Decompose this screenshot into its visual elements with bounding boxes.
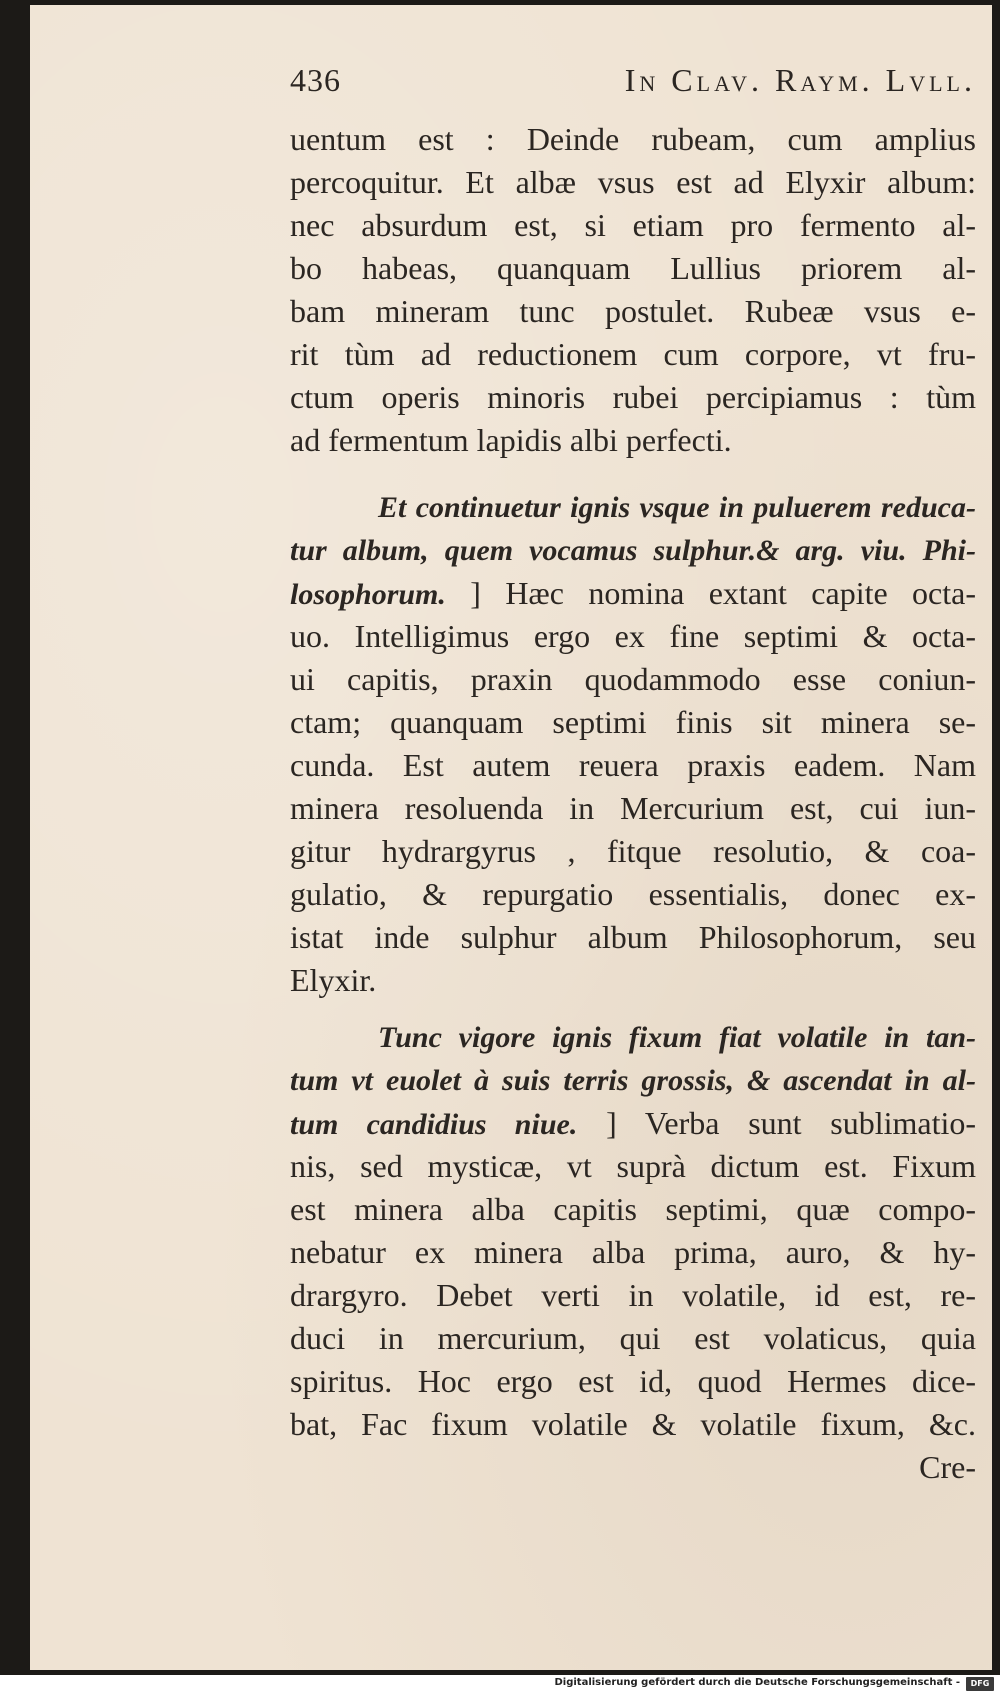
text-line: bat, Fac fixum volatile & volatile fixum, &c. bbox=[290, 1406, 976, 1442]
text-line: percoquitur. Et albæ vsus est ad Elyxir album: bbox=[290, 164, 976, 200]
text-block bbox=[290, 62, 976, 1489]
text-line: cunda. Est autem reuera praxis eadem. Nam bbox=[290, 747, 976, 783]
text-line: drargyro. Debet verti in volatile, id est, re- bbox=[290, 1277, 976, 1313]
text-line: nebatur ex minera alba prima, auro, & hy- bbox=[290, 1234, 976, 1270]
digitization-credit: Digitalisierung gefördert durch die Deutsche Forschungsgemeinschaft - bbox=[554, 1677, 960, 1688]
lemma-line: tum vt euolet à suis terris grossis, & ascendat in al- bbox=[290, 1064, 976, 1097]
paragraph-1 bbox=[290, 118, 976, 462]
catchword: Cre- bbox=[919, 1449, 976, 1485]
text-line: ad fermentum lapidis albi perfecti. bbox=[290, 422, 732, 458]
dfg-logo: DFG bbox=[966, 1677, 994, 1691]
lemma-line: tur album, quem vocamus sulphur.& arg. viu. Phi- bbox=[290, 534, 976, 567]
text-line: ui capitis, praxin quodammodo esse coniun- bbox=[290, 661, 976, 697]
running-head-title: In Clav. Raym. Lvll. bbox=[624, 62, 976, 98]
text-line: ctum operis minoris rubei percipiamus : tùm bbox=[290, 379, 976, 415]
lemma-line: Et continuetur ignis vsque in puluerem reduca- bbox=[378, 491, 976, 524]
lemma-line: Tunc vigore ignis fixum fiat volatile in tan- bbox=[378, 1021, 976, 1054]
running-head bbox=[290, 62, 976, 114]
text-line bbox=[290, 572, 976, 615]
text-line: uo. Intelligimus ergo ex fine septimi & octa- bbox=[290, 618, 976, 654]
text-line: nis, sed mysticæ, vt suprà dictum est. Fixum bbox=[290, 1148, 976, 1184]
text-line: minera resoluenda in Mercurium est, cui iun- bbox=[290, 790, 976, 826]
text-line bbox=[290, 1102, 976, 1145]
text-line: spiritus. Hoc ergo est id, quod Hermes dice- bbox=[290, 1363, 976, 1399]
paragraph-2 bbox=[290, 486, 976, 1002]
page-number: 436 bbox=[290, 62, 341, 98]
text-line: istat inde sulphur album Philosophorum, seu bbox=[290, 919, 976, 955]
text-line: ctam; quanquam septimi finis sit minera se- bbox=[290, 704, 976, 740]
lemma-line: losophorum. bbox=[290, 578, 446, 611]
text-line: uentum est : Deinde rubeam, cum amplius bbox=[290, 121, 976, 157]
text-line: bam mineram tunc postulet. Rubeæ vsus e- bbox=[290, 293, 976, 329]
text-line: gulatio, & repurgatio essentialis, donec ex- bbox=[290, 876, 976, 912]
text-line: duci in mercurium, qui est volaticus, quia bbox=[290, 1320, 976, 1356]
commentary-start: ] Hæc nomina extant capite octa- bbox=[470, 575, 976, 611]
lemma-line: tum candidius niue. bbox=[290, 1108, 578, 1141]
paragraph-3 bbox=[290, 1016, 976, 1489]
footer-bar bbox=[0, 1675, 1000, 1695]
text-line: rit tùm ad reductionem cum corpore, vt fru- bbox=[290, 336, 976, 372]
text-line: gitur hydrargyrus , fitque resolutio, & coa- bbox=[290, 833, 976, 869]
commentary-start: ] Verba sunt sublimatio- bbox=[606, 1105, 976, 1141]
text-line: Elyxir. bbox=[290, 962, 377, 998]
text-line: bo habeas, quanquam Lullius priorem al- bbox=[290, 250, 976, 286]
text-line: nec absurdum est, si etiam pro fermento al- bbox=[290, 207, 976, 243]
text-line: est minera alba capitis septimi, quæ compo- bbox=[290, 1191, 976, 1227]
